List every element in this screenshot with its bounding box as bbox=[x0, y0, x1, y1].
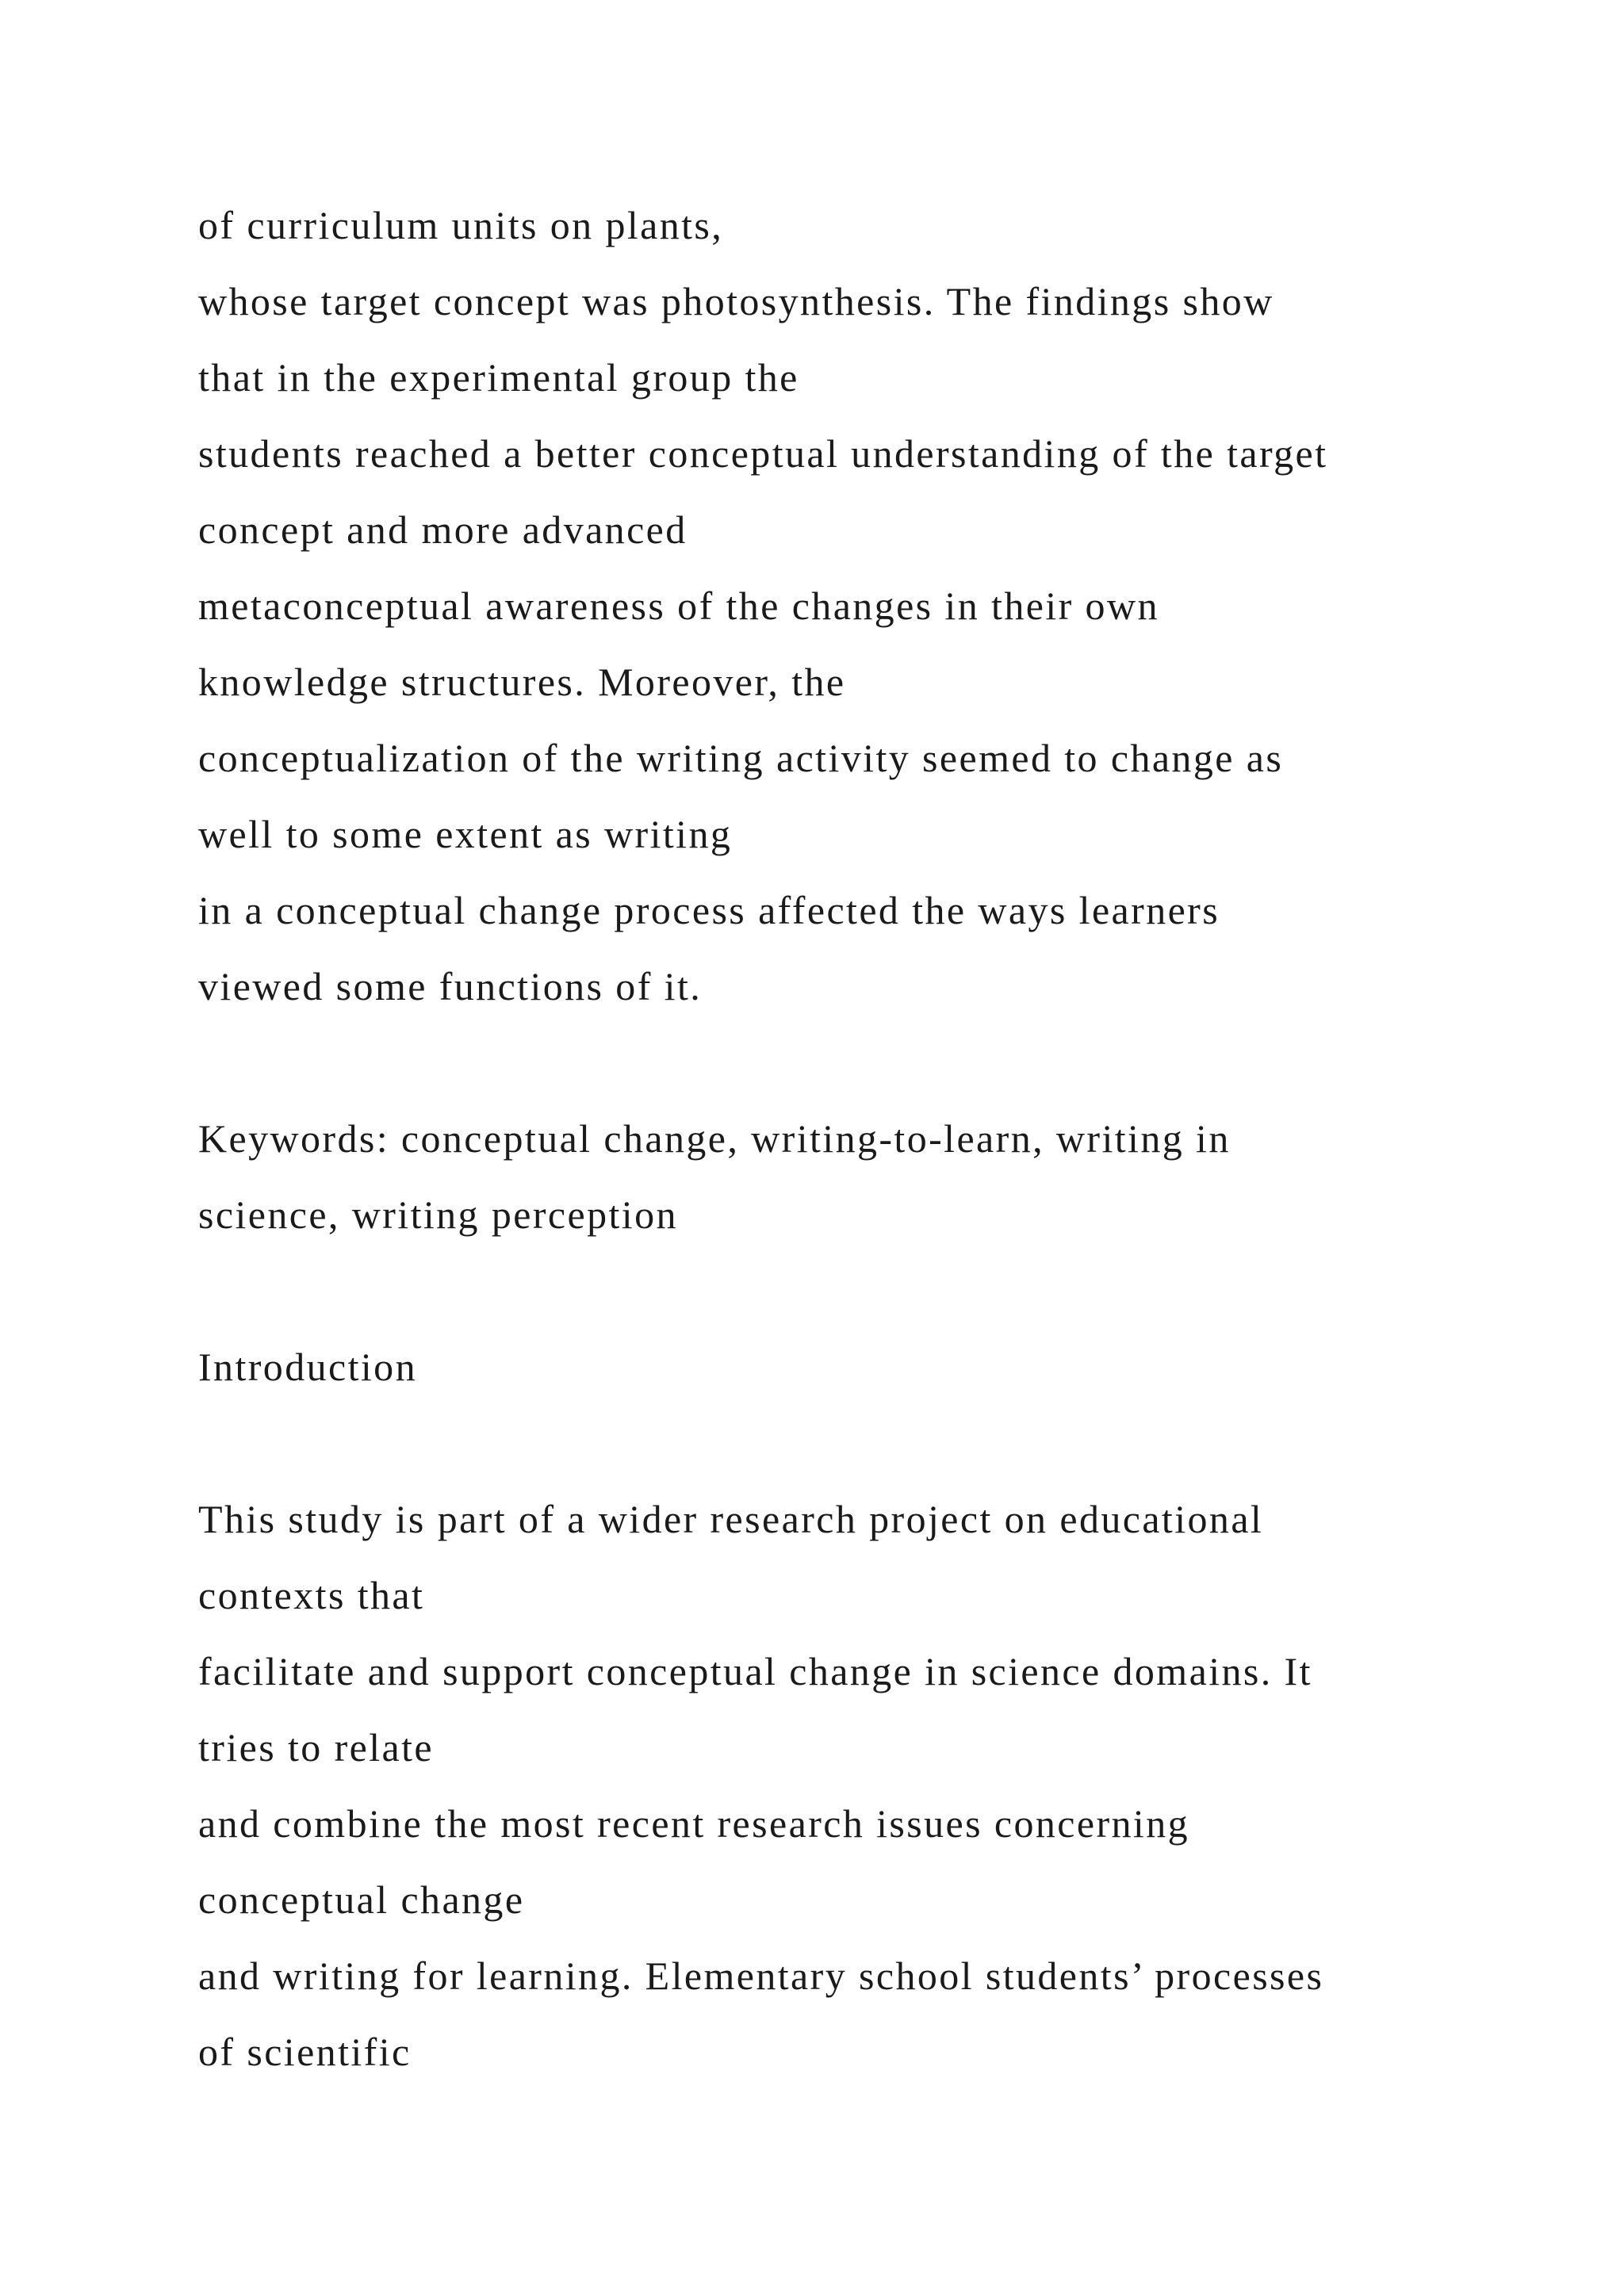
blank-line bbox=[198, 1024, 1546, 1100]
text-line: that in the experimental group the bbox=[198, 355, 799, 400]
text-line: knowledge structures. Moreover, the bbox=[198, 660, 846, 704]
blank-line bbox=[198, 1253, 1546, 1329]
keywords-line: science, writing perception bbox=[198, 1192, 678, 1237]
text-line: contexts that bbox=[198, 1573, 425, 1617]
document-body bbox=[198, 187, 1546, 2090]
text-line: of scientific bbox=[198, 2030, 412, 2074]
text-line: conceptualization of the writing activity seemed to change as bbox=[198, 736, 1284, 780]
text-line: and combine the most recent research issues concerning bbox=[198, 1801, 1190, 1846]
text-line: metaconceptual awareness of the changes in their own bbox=[198, 584, 1159, 628]
section-heading: Introduction bbox=[198, 1345, 417, 1389]
text-line: facilitate and support conceptual change in science domains. It bbox=[198, 1649, 1312, 1693]
text-line: well to some extent as writing bbox=[198, 812, 733, 856]
keywords-line: Keywords: conceptual change, writing-to-learn, writing in bbox=[198, 1116, 1231, 1161]
text-line: conceptual change bbox=[198, 1877, 525, 1922]
text-line: viewed some functions of it. bbox=[198, 964, 703, 1008]
text-line: whose target concept was photosynthesis. The findings show bbox=[198, 279, 1274, 323]
text-line: in a conceptual change process affected the ways learners bbox=[198, 888, 1220, 932]
text-line: of curriculum units on plants, bbox=[198, 203, 724, 247]
text-line: and writing for learning. Elementary school students’ processes bbox=[198, 1954, 1324, 1998]
blank-line bbox=[198, 1405, 1546, 1481]
text-line: tries to relate bbox=[198, 1725, 434, 1770]
text-line: This study is part of a wider research project on educational bbox=[198, 1497, 1264, 1541]
text-line: students reached a better conceptual understanding of the target bbox=[198, 431, 1328, 476]
text-line: concept and more advanced bbox=[198, 507, 688, 552]
